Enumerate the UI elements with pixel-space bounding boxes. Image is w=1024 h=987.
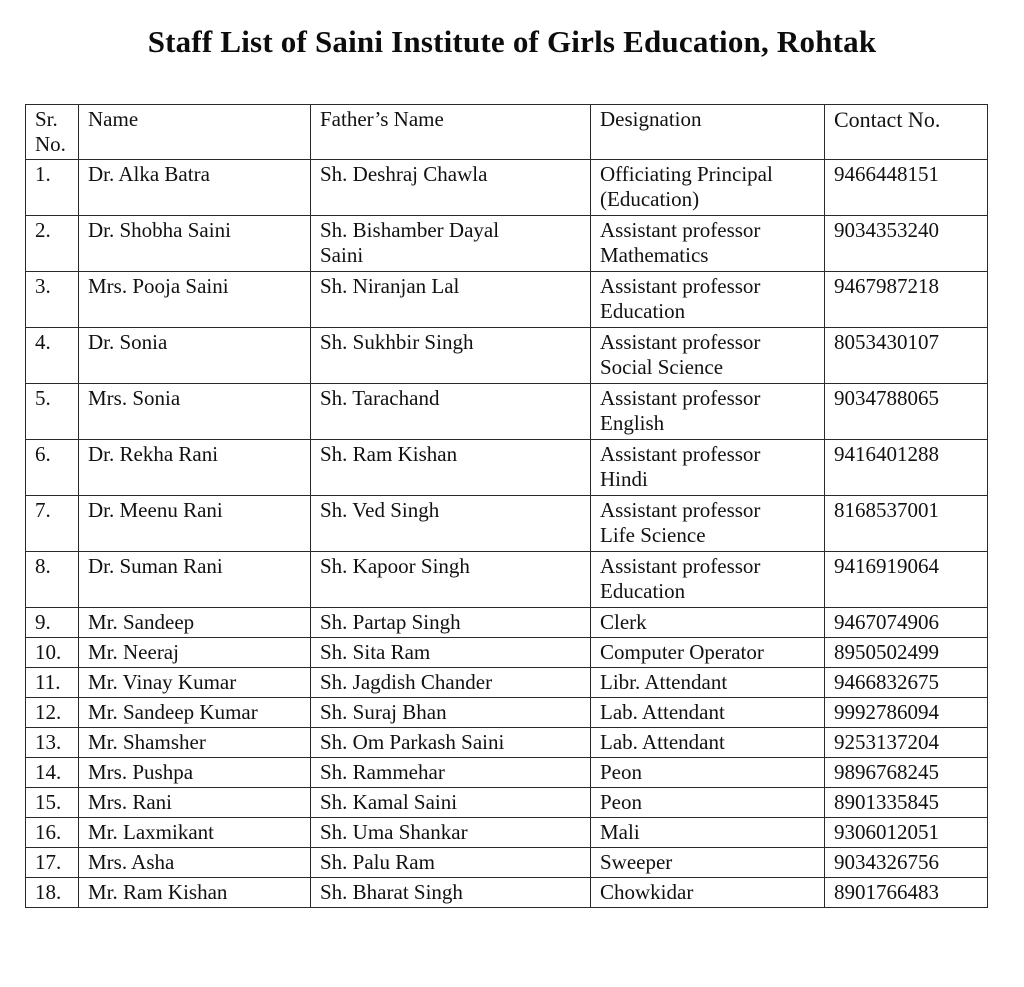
contact-cell: 9896768245 <box>825 758 988 788</box>
table-row <box>26 848 988 878</box>
father-name-cell: Sh. Palu Ram <box>311 848 591 878</box>
contact-cell: 8901766483 <box>825 878 988 908</box>
sr-cell: 4. <box>26 328 79 384</box>
sr-cell: 8. <box>26 552 79 608</box>
table-row <box>26 668 988 698</box>
sr-cell: 9. <box>26 608 79 638</box>
contact-cell: 9416919064 <box>825 552 988 608</box>
sr-cell: 5. <box>26 384 79 440</box>
sr-cell: 1. <box>26 160 79 216</box>
designation-cell: Assistant professor Education <box>591 552 825 608</box>
page-title: Staff List of Saini Institute of Girls Education, Rohtak <box>147 24 877 59</box>
contact-cell: 9034353240 <box>825 216 988 272</box>
designation-cell: Peon <box>591 758 825 788</box>
father-name-cell: Sh. Om Parkash Saini <box>311 728 591 758</box>
sr-cell: 3. <box>26 272 79 328</box>
father-name-cell: Sh. Deshraj Chawla <box>311 160 591 216</box>
contact-cell: 9416401288 <box>825 440 988 496</box>
father-name-cell: Sh. Rammehar <box>311 758 591 788</box>
column-header: Sr. No. <box>26 105 79 160</box>
table-row <box>26 384 988 440</box>
name-cell: Mrs. Sonia <box>79 384 311 440</box>
designation-cell: Assistant professor Life Science <box>591 496 825 552</box>
name-cell: Mrs. Asha <box>79 848 311 878</box>
contact-cell: 9034326756 <box>825 848 988 878</box>
designation-cell: Computer Operator <box>591 638 825 668</box>
name-cell: Mr. Shamsher <box>79 728 311 758</box>
contact-cell: 8901335845 <box>825 788 988 818</box>
contact-cell: 9467987218 <box>825 272 988 328</box>
table-row <box>26 160 988 216</box>
table-row <box>26 788 988 818</box>
contact-cell: 8053430107 <box>825 328 988 384</box>
name-cell: Dr. Suman Rani <box>79 552 311 608</box>
designation-cell: Assistant professor Social Science <box>591 328 825 384</box>
father-name-cell: Sh. Tarachand <box>311 384 591 440</box>
contact-cell: 9034788065 <box>825 384 988 440</box>
staff-table-body <box>26 160 988 908</box>
column-header: Father’s Name <box>311 105 591 160</box>
table-row <box>26 728 988 758</box>
table-row <box>26 328 988 384</box>
sr-cell: 7. <box>26 496 79 552</box>
sr-cell: 16. <box>26 818 79 848</box>
name-cell: Mrs. Rani <box>79 788 311 818</box>
father-name-cell: Sh. Jagdish Chander <box>311 668 591 698</box>
father-name-cell: Sh. Suraj Bhan <box>311 698 591 728</box>
table-row <box>26 552 988 608</box>
table-row <box>26 758 988 788</box>
designation-cell: Libr. Attendant <box>591 668 825 698</box>
father-name-cell: Sh. Bharat Singh <box>311 878 591 908</box>
name-cell: Mr. Sandeep Kumar <box>79 698 311 728</box>
name-cell: Mr. Laxmikant <box>79 818 311 848</box>
name-cell: Mr. Sandeep <box>79 608 311 638</box>
name-cell: Dr. Meenu Rani <box>79 496 311 552</box>
designation-cell: Assistant professor Mathematics <box>591 216 825 272</box>
staff-table <box>25 104 988 908</box>
table-row <box>26 608 988 638</box>
contact-cell: 8168537001 <box>825 496 988 552</box>
name-cell: Mr. Neeraj <box>79 638 311 668</box>
column-header: Designation <box>591 105 825 160</box>
father-name-cell: Sh. Kapoor Singh <box>311 552 591 608</box>
designation-cell: Assistant professor Hindi <box>591 440 825 496</box>
table-row <box>26 638 988 668</box>
table-row <box>26 216 988 272</box>
designation-cell: Officiating Principal (Education) <box>591 160 825 216</box>
contact-cell: 9253137204 <box>825 728 988 758</box>
designation-cell: Chowkidar <box>591 878 825 908</box>
sr-cell: 6. <box>26 440 79 496</box>
contact-cell: 9466832675 <box>825 668 988 698</box>
contact-cell: 9467074906 <box>825 608 988 638</box>
sr-cell: 11. <box>26 668 79 698</box>
sr-cell: 10. <box>26 638 79 668</box>
sr-cell: 13. <box>26 728 79 758</box>
contact-cell: 9466448151 <box>825 160 988 216</box>
designation-cell: Assistant professor English <box>591 384 825 440</box>
table-row <box>26 818 988 848</box>
designation-cell: Lab. Attendant <box>591 698 825 728</box>
designation-cell: Mali <box>591 818 825 848</box>
sr-cell: 18. <box>26 878 79 908</box>
designation-cell: Assistant professor Education <box>591 272 825 328</box>
table-row <box>26 496 988 552</box>
name-cell: Mrs. Pushpa <box>79 758 311 788</box>
contact-cell: 9992786094 <box>825 698 988 728</box>
father-name-cell: Sh. Partap Singh <box>311 608 591 638</box>
table-row <box>26 440 988 496</box>
column-header: Contact No. <box>825 105 988 160</box>
contact-cell: 9306012051 <box>825 818 988 848</box>
contact-cell: 8950502499 <box>825 638 988 668</box>
father-name-cell: Sh. Sita Ram <box>311 638 591 668</box>
name-cell: Dr. Sonia <box>79 328 311 384</box>
name-cell: Mr. Ram Kishan <box>79 878 311 908</box>
name-cell: Mr. Vinay Kumar <box>79 668 311 698</box>
sr-cell: 15. <box>26 788 79 818</box>
father-name-cell: Sh. Bishamber Dayal Saini <box>311 216 591 272</box>
designation-cell: Sweeper <box>591 848 825 878</box>
table-row <box>26 698 988 728</box>
designation-cell: Lab. Attendant <box>591 728 825 758</box>
sr-cell: 2. <box>26 216 79 272</box>
father-name-cell: Sh. Sukhbir Singh <box>311 328 591 384</box>
father-name-cell: Sh. Niranjan Lal <box>311 272 591 328</box>
father-name-cell: Sh. Ved Singh <box>311 496 591 552</box>
name-cell: Dr. Shobha Saini <box>79 216 311 272</box>
table-row <box>26 272 988 328</box>
name-cell: Dr. Rekha Rani <box>79 440 311 496</box>
name-cell: Dr. Alka Batra <box>79 160 311 216</box>
father-name-cell: Sh. Uma Shankar <box>311 818 591 848</box>
name-cell: Mrs. Pooja Saini <box>79 272 311 328</box>
sr-cell: 14. <box>26 758 79 788</box>
father-name-cell: Sh. Kamal Saini <box>311 788 591 818</box>
designation-cell: Clerk <box>591 608 825 638</box>
father-name-cell: Sh. Ram Kishan <box>311 440 591 496</box>
designation-cell: Peon <box>591 788 825 818</box>
table-header-row <box>26 105 988 160</box>
sr-cell: 12. <box>26 698 79 728</box>
table-row <box>26 878 988 908</box>
sr-cell: 17. <box>26 848 79 878</box>
column-header: Name <box>79 105 311 160</box>
